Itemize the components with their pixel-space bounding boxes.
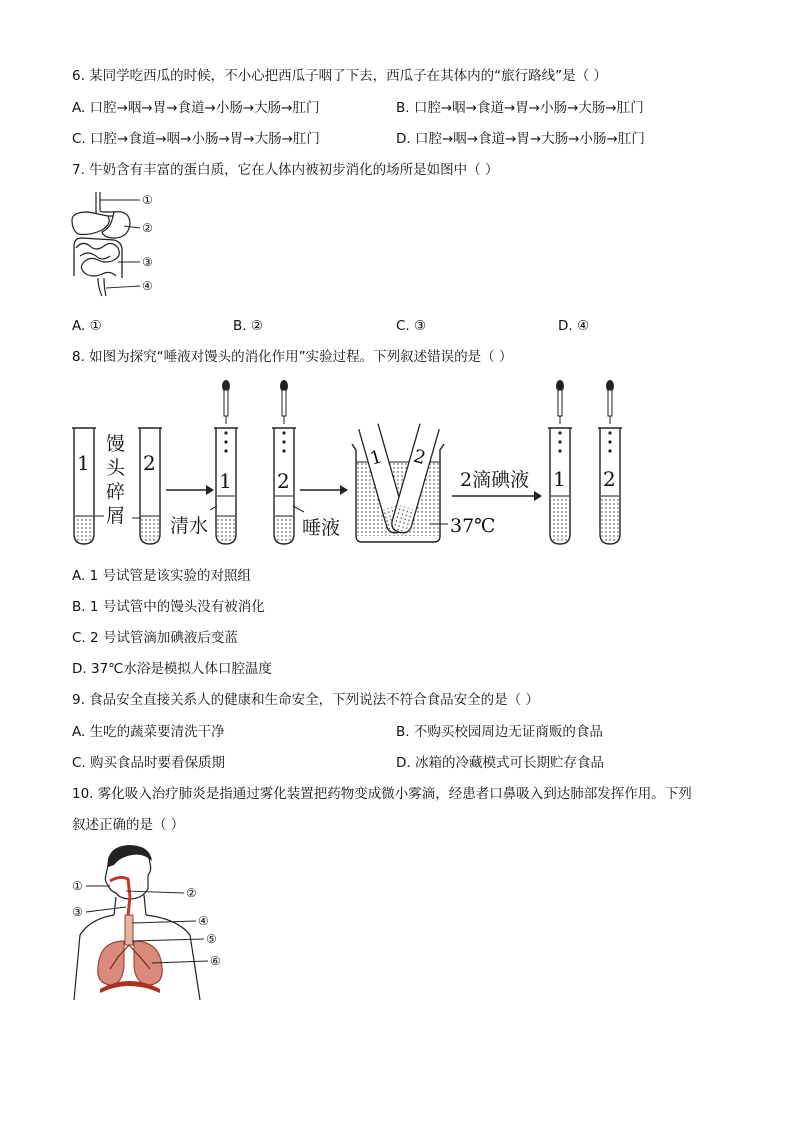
- question-7-stem: 7. 牛奶含有丰富的蛋白质，它在人体内被初步消化的场所是如图中（ ）: [72, 162, 499, 178]
- question-8-option-d: D. 37℃水浴是模拟人体口腔温度: [72, 661, 272, 677]
- digestive-label-1: ①: [142, 193, 153, 207]
- respiratory-label-6: ⑥: [210, 954, 221, 968]
- question-8-stem: 8. 如图为探究“唾液对馒头的消化作用”实验过程。下列叙述错误的是（ ）: [72, 349, 513, 365]
- question-9-option-b: B. 不购买校园周边无证商贩的食品: [396, 724, 603, 740]
- tube-1-final: [548, 428, 572, 544]
- respiratory-system-figure: [70, 845, 230, 1000]
- digestive-label-3: ③: [142, 255, 153, 269]
- mantou-label-char-2: 头: [106, 457, 126, 479]
- question-7-option-a: A. ①: [72, 318, 102, 334]
- digestive-system-figure: [68, 190, 168, 305]
- question-6-stem: 6. 某同学吃西瓜的时候，不小心把西瓜子咽了下去，西瓜子在其体内的“旅行路线”是（ ）: [72, 68, 607, 84]
- question-10-stem-line-1: 10. 雾化吸入治疗肺炎是指通过雾化装置把药物变成微小雾滴，经患者口鼻吸入到达肺部发挥作用。下列: [72, 786, 692, 802]
- bath-tube-1-number: 1: [367, 446, 385, 470]
- question-7-option-b: B. ②: [233, 318, 263, 334]
- question-9-option-a: A. 生吃的蔬菜要清洗干净: [72, 724, 225, 740]
- tube-2-saliva-number: 2: [277, 469, 290, 493]
- dropper-3: [556, 380, 564, 424]
- tube-2-number: 2: [143, 451, 156, 475]
- tube-2-start: [138, 428, 162, 544]
- respiratory-label-3: ③: [72, 905, 83, 919]
- mantou-label-char-4: 屑: [106, 505, 126, 527]
- question-10-stem-line-2: 叙述正确的是（ ）: [72, 817, 185, 833]
- question-6-option-b: B. 口腔→咽→食道→胃→小肠→大肠→肛门: [396, 100, 644, 116]
- question-7-option-d: D. ④: [558, 318, 590, 334]
- question-8-option-b: B. 1 号试管中的馒头没有被消化: [72, 599, 265, 615]
- mantou-label-char-3: 碎: [106, 481, 126, 503]
- tube-1-start: [72, 428, 96, 544]
- respiratory-label-2: ②: [186, 886, 197, 900]
- temperature-label: 37℃: [450, 515, 496, 537]
- question-6-option-d: D. 口腔→咽→食道→胃→大肠→小肠→肛门: [396, 131, 645, 147]
- question-8-option-a: A. 1 号试管是该实验的对照组: [72, 568, 251, 584]
- tube-2-final: [598, 428, 622, 544]
- tube-2-final-number: 2: [603, 467, 616, 491]
- question-9-option-d: D. 冰箱的冷藏模式可长期贮存食品: [396, 755, 604, 771]
- respiratory-label-4: ④: [198, 914, 209, 928]
- question-6-option-a: A. 口腔→咽→胃→食道→小肠→大肠→肛门: [72, 100, 320, 116]
- question-7-option-c: C. ③: [396, 318, 427, 334]
- respiratory-label-5: ⑤: [206, 932, 217, 946]
- bath-tube-2-number: 2: [411, 445, 428, 470]
- tube-1-water-number: 1: [219, 469, 232, 493]
- dropper-4: [606, 380, 614, 424]
- dropper-1: [222, 380, 230, 424]
- question-8-option-c: C. 2 号试管滴加碘液后变蓝: [72, 630, 238, 646]
- tube-1-water: [214, 428, 238, 544]
- question-9-stem: 9. 食品安全直接关系人的健康和生命安全，下列说法不符合食品安全的是（ ）: [72, 692, 539, 708]
- dropper-2: [280, 380, 288, 424]
- digestive-label-2: ②: [142, 221, 153, 235]
- respiratory-label-1: ①: [72, 879, 83, 893]
- mantou-label-char-1: 馒: [106, 433, 126, 455]
- water-label: 清水: [170, 515, 209, 537]
- tube-1-final-number: 1: [553, 467, 566, 491]
- question-9-option-c: C. 购买食品时要看保质期: [72, 755, 226, 771]
- saliva-experiment-figure: [72, 378, 632, 548]
- tube-2-saliva: [272, 428, 296, 544]
- question-6-option-c: C. 口腔→食道→咽→小肠→胃→大肠→肛门: [72, 131, 320, 147]
- digestive-label-4: ④: [142, 279, 153, 293]
- iodine-label: 2滴碘液: [460, 469, 530, 491]
- tube-1-number: 1: [77, 451, 90, 475]
- saliva-label: 唾液: [302, 517, 341, 539]
